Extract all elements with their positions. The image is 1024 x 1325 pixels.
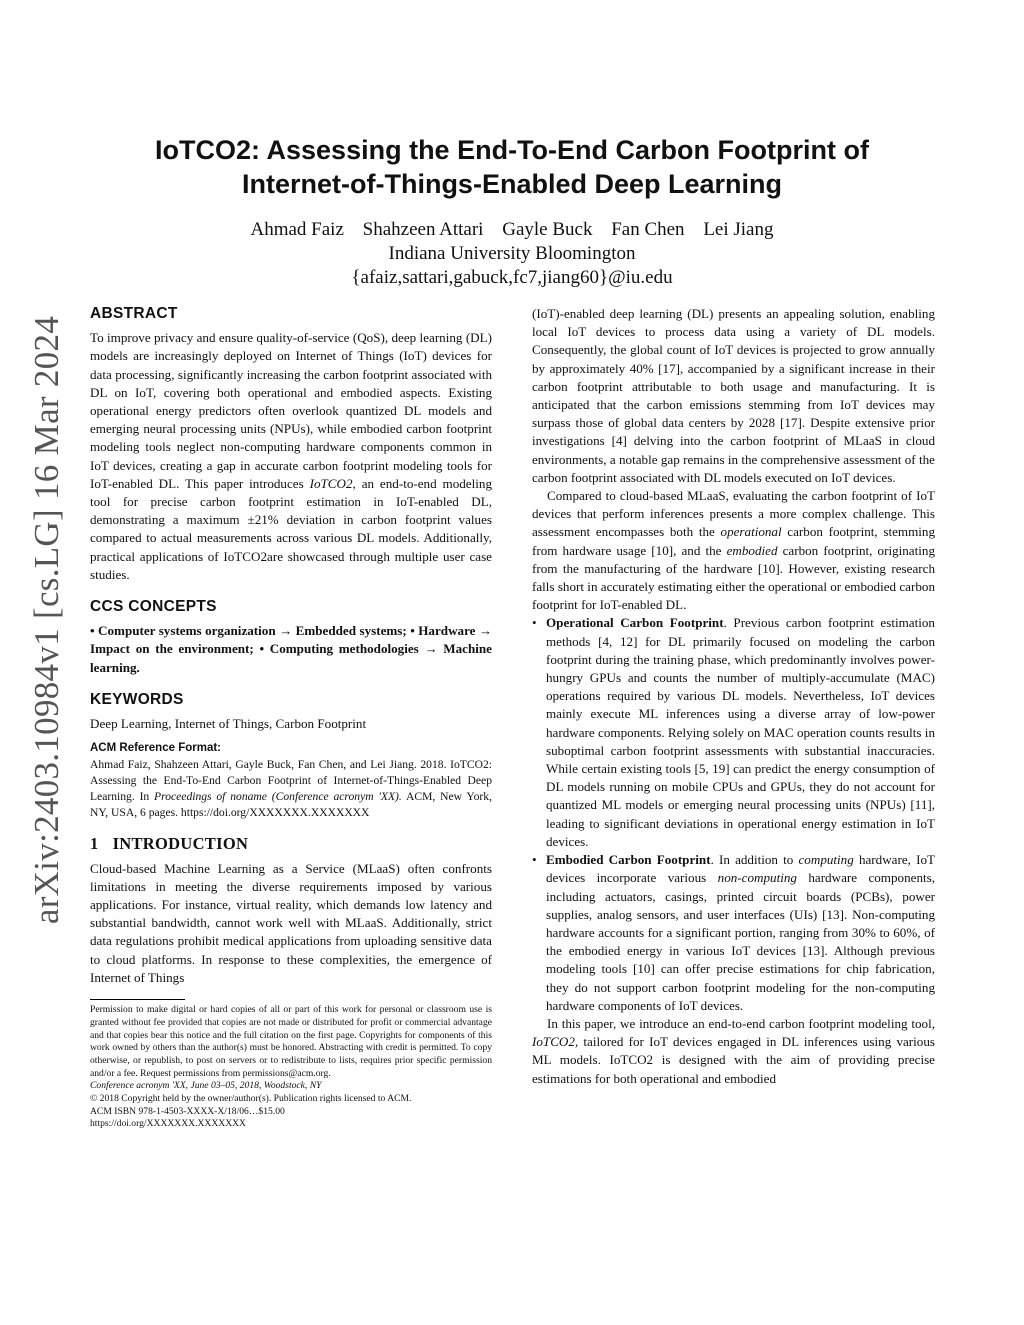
- acm-ref-text: Ahmad Faiz, Shahzeen Attari, Gayle Buck, Fan Chen, and Lei Jiang. 2018. IoTCO2: Assessing the End-To-End Carbon Footprint of Internet-of-Things-Enabled Deep Learning. In Proceedings of noname (Conference acronym 'XX). ACM, New York, NY, USA, 6 pages. https://doi.org/XXXXXXX.XXXXXXX: [90, 758, 492, 820]
- title-line-1: IoTCO2: Assessing the End-To-End Carbon Footprint of: [155, 135, 869, 165]
- left-column: [90, 305, 492, 1131]
- acm-ref-heading: ACM Reference Format:: [90, 742, 221, 755]
- ccs-text: • Computer systems organization → Embedded systems; • Hardware → Impact on the environment; • Computing methodologies → Machine learning.: [90, 623, 492, 675]
- isbn-line: ACM ISBN 978-1-4503-XXXX-X/18/06…$15.00: [90, 1105, 285, 1117]
- author-name: Shahzeen Attari: [362, 219, 484, 240]
- author-name: Fan Chen: [611, 219, 685, 240]
- author-name: Lei Jiang: [703, 219, 774, 240]
- intro-heading: 1 INTRODUCTION: [90, 834, 249, 854]
- intro-paragraph-3: In this paper, we introduce an end-to-end carbon footprint modeling tool, IoTCO2, tailored for IoT devices engaged in DL inferences using various ML models. IoTCO2 is designed with the aim of providing precise estimations for both operational and embodied: [532, 1015, 935, 1086]
- conference-info: Conference acronym 'XX, June 03–05, 2018, Woodstock, NY: [90, 1080, 322, 1092]
- paper-title: [110, 133, 914, 201]
- arxiv-id: arXiv:2403.10984v1 [cs.LG] 16 Mar 2024: [27, 315, 66, 925]
- bullet-operational: • Operational Carbon Footprint. Previous carbon footprint estimation methods [4, 12] for DL primarily focused on modeling the carbon footprint during the training phase, which predominantly involves power-hungry GPUs and counts the number of multiply-accumulate (MAC) operations required by various DL models. Nevertheless, IoT devices mainly execute ML inferences using a diverse array of low-power hardware components. Relying solely on MAC operation counts results in suboptimal carbon footprint assessments with substantial inaccuracies. While certain existing tools [5, 19] can predict the energy consumption of DL models running on mobile CPUs and GPUs, they do not account for quantized ML models or emerging neural processing units (NPUs) [11], leading to significant deviations in operational energy estimation in IoT devices.: [532, 615, 935, 849]
- affiliation: Indiana University Bloomington: [388, 243, 636, 264]
- keywords-text: Deep Learning, Internet of Things, Carbon Footprint: [90, 716, 367, 732]
- footnote-divider: [90, 999, 185, 1000]
- author-email: {afaiz,sattari,gabuck,fc7,jiang60}@iu.edu: [351, 267, 673, 288]
- title-line-2: Internet-of-Things-Enabled Deep Learning: [241, 169, 782, 199]
- keywords-heading: KEYWORDS: [90, 690, 184, 708]
- arxiv-sidebar-stamp: [22, 300, 72, 940]
- permission-notice: Permission to make digital or hard copies of all or part of this work for personal or classroom use is granted without fee provided that copies are not made or distributed for profit or commercial advantage and that copies bear this notice and the full citation on the first page. Copyrights for components of this work owned by others than the author(s) must be honored. Abstracting with credit is permitted. To copy otherwise, or republish, to post on servers or to redistribute to lists, requires prior specific permission and/or a fee. Request permissions from permissions@acm.org.: [90, 1004, 492, 1079]
- abstract-text: To improve privacy and ensure quality-of-service (QoS), deep learning (DL) models are increasingly deployed on Internet of Things (IoT) devices for data processing, significantly increasing the carbon footprint associated with DL on IoT, covering both operational and embodied aspects. Existing operational energy predictors often overlook quantized DL models and emerging neural processing units (NPUs), while embodied carbon footprint modeling tools neglect non-computing hardware components common in IoT devices, creating a gap in accurate carbon footprint modeling tools for IoT-enabled DL. This paper introduces IoTCO2, an end-to-end modeling tool for precise carbon footprint estimation in IoT-enabled DL, demonstrating a maximum ±21% deviation in carbon footprint values compared to actual measurements across various DL models. Additionally, practical applications of IoTCO2are showcased through multiple user case studies.: [90, 330, 492, 582]
- author-block: [110, 218, 914, 290]
- intro-paragraph-continued: (IoT)-enabled deep learning (DL) presents an appealing solution, enabling local IoT devices to process data using a variety of DL models. Consequently, the global count of IoT devices is projected to grow annually by approximately 40% [17], accompanied by a significant increase in their carbon footprint attributable to both usage and manufacturing. It is anticipated that the carbon emissions stemming from IoT devices may surpass those of global data centers by 2028 [17]. Despite extensive prior investigations [4] delving into the carbon footprint of MLaaS in cloud environments, a notable gap remains in the comprehensive assessment of the carbon footprint associated with DL models executed on IoT devices.: [532, 306, 935, 485]
- author-names: [110, 218, 914, 242]
- intro-paragraph: Cloud-based Machine Learning as a Service (MLaaS) often confronts limitations in meeting the diverse requirements imposed by various applications. For instance, virtual reality, which demands low latency and substantial bandwidth, cannot work well with MLaaS. Additionally, strict data regulations prohibit medical applications from uploading sensitive data to cloud platforms. In response to these complexities, the emergence of Internet of Things: [90, 860, 492, 985]
- doi-line: https://doi.org/XXXXXXX.XXXXXXX: [90, 1118, 246, 1130]
- ccs-heading: CCS CONCEPTS: [90, 598, 217, 616]
- abstract-heading: ABSTRACT: [90, 305, 178, 322]
- author-name: Ahmad Faiz: [250, 219, 344, 240]
- challenge-list: [532, 614, 935, 1014]
- intro-paragraph-2: Compared to cloud-based MLaaS, evaluating the carbon footprint of IoT devices that perform inferences presents a more complex challenge. This assessment encompasses both the operational carbon footprint, stemming from hardware usage [10], and the embodied carbon footprint, originating from the manufacturing of the hardware [10]. However, existing research falls short in accurately estimating either the operational or embodied carbon footprint for IoT-enabled DL.: [532, 488, 936, 613]
- footnote: [90, 1004, 492, 1131]
- bullet-embodied: • Embodied Carbon Footprint. In addition to computing hardware, IoT devices incorporate various non-computing hardware components, including actuators, casings, printed circuit boards (PCBs), power supplies, analog sensors, and user interfaces (UIs) [13]. Non-computing hardware accounts for a significant portion, ranging from 30% to 60%, of the embodied energy in various IoT devices [13]. Although previous modeling tools [10] can offer precise estimations for chip fabrication, they do not support carbon footprint modeling for the non-computing hardware components of IoT devices.: [532, 852, 936, 1013]
- author-name: Gayle Buck: [502, 219, 593, 240]
- copyright-line: © 2018 Copyright held by the owner/author(s). Publication rights licensed to ACM.: [90, 1093, 412, 1105]
- right-column: [532, 305, 935, 1088]
